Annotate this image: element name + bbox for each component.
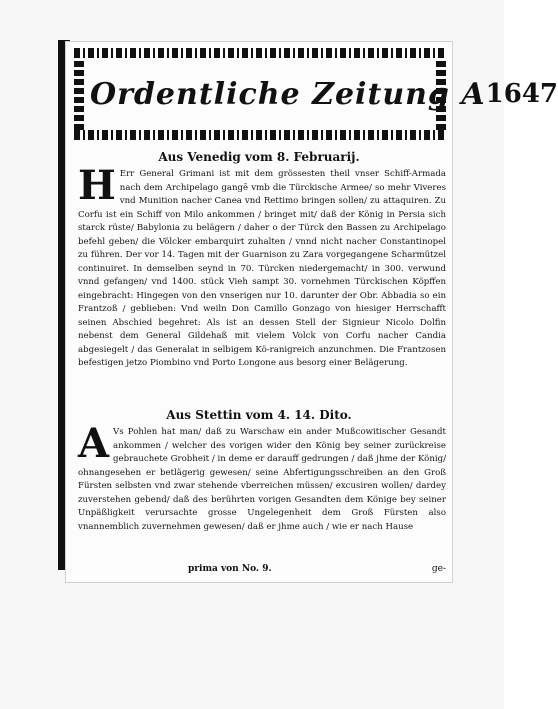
- masthead-title-box: [90, 64, 558, 124]
- article-body-stettin: [78, 420, 446, 534]
- article-text: Err General Grimani ist mit dem grössesten theil vnser Schiff-Armada nach dem Archipelago gangē vmb die Türckische Armee/ so mehr Viveres vnd Munition nacher Canea vnd Rettimo bringen sollen/ zu attaquiren. Zu Corfu ist ein Schiff von Milo ankommen / bringet mit/ daß der König in Persia sich starck rüste/ Babylonia zu belägern / daher o der Türck den Bassen zu Archipelago befehl geben/ die Völcker embarquirt zuhalten / vnnd nicht nacher Constantinopel zu führen. Der vor 14. Tagen mit der Guarnison zu Zara vorgegangene Scharmützel continuiret. In demselben seynd in 70. Türcken niedergemacht/ in 300. verwund vnnd gefangen/ vnd 1400. stück Vieh sampt 30. vornehmen Türckischen Köpffen eingebracht: Hingegen von den vnserigen nur 10. darunter der Obr. Abbadia so ein Frantzoß / geblieben: Vnd weiln Don Camillo Gonzago von hiesiger Herrschafft seinen Abschied begehret: Als ist an dessen Stell der Signieur Nicolo Dolfin nebenst dem General Gildehaß mit vielem Volck von Corfu nacher Candia abgesiegelt / das Generalat in selbigem Kö-ranigreich anzunchmen. Die Frantzosen befestigen jetzo Piombino vnd Porto Longone aus besorg einer Belägerung.: [78, 169, 446, 368]
- dropcap: A: [78, 420, 110, 467]
- catchword: ge-: [431, 564, 446, 574]
- page-footer: [78, 564, 446, 578]
- signature-mark: prima von No. 9.: [188, 564, 272, 574]
- masthead-number: 1647: [485, 79, 558, 109]
- masthead-ornament-bottom: [74, 130, 446, 140]
- masthead: [74, 48, 558, 140]
- article-text: Vs Pohlen hat man/ daß zu Warschaw ein ander Mußcowitischer Gesandt ankommen / welcher des vorigen wider den König bey seiner zurückreise gebrauchete Grobheit / in deme er darauff gedrungen / daß jhme der König/ ohnangesehen er betlägerig gewesen/ seine Abfertigungsschreiben an den Groß Fürsten selbsten vnd zwar stehende vberreichen müssen/ excusiren wollen/ dardey zuverstehen gebend/ daß des berührten vorigen Gesandten dem Könige bey seiner Unpäßligkeit verursachte grosse Ungelegenheit dem Groß Fürsten also vnannemblich zuvernehmen gewesen/ daß er jhme auch / wie er nach Hause: [78, 427, 446, 532]
- masthead-ornament-top: [74, 48, 446, 58]
- dropcap: H: [78, 162, 116, 209]
- masthead-title: Ordentliche Zeitung A: [90, 76, 486, 112]
- newspaper-page: [66, 42, 558, 582]
- article-heading-stettin: Aus Stettin vom 4. 14. Dito.: [166, 408, 352, 422]
- masthead-ornament-left: [74, 58, 84, 130]
- article-body-venedig: [78, 162, 446, 371]
- article-heading-venedig: Aus Venedig vom 8. Februarij.: [158, 150, 360, 164]
